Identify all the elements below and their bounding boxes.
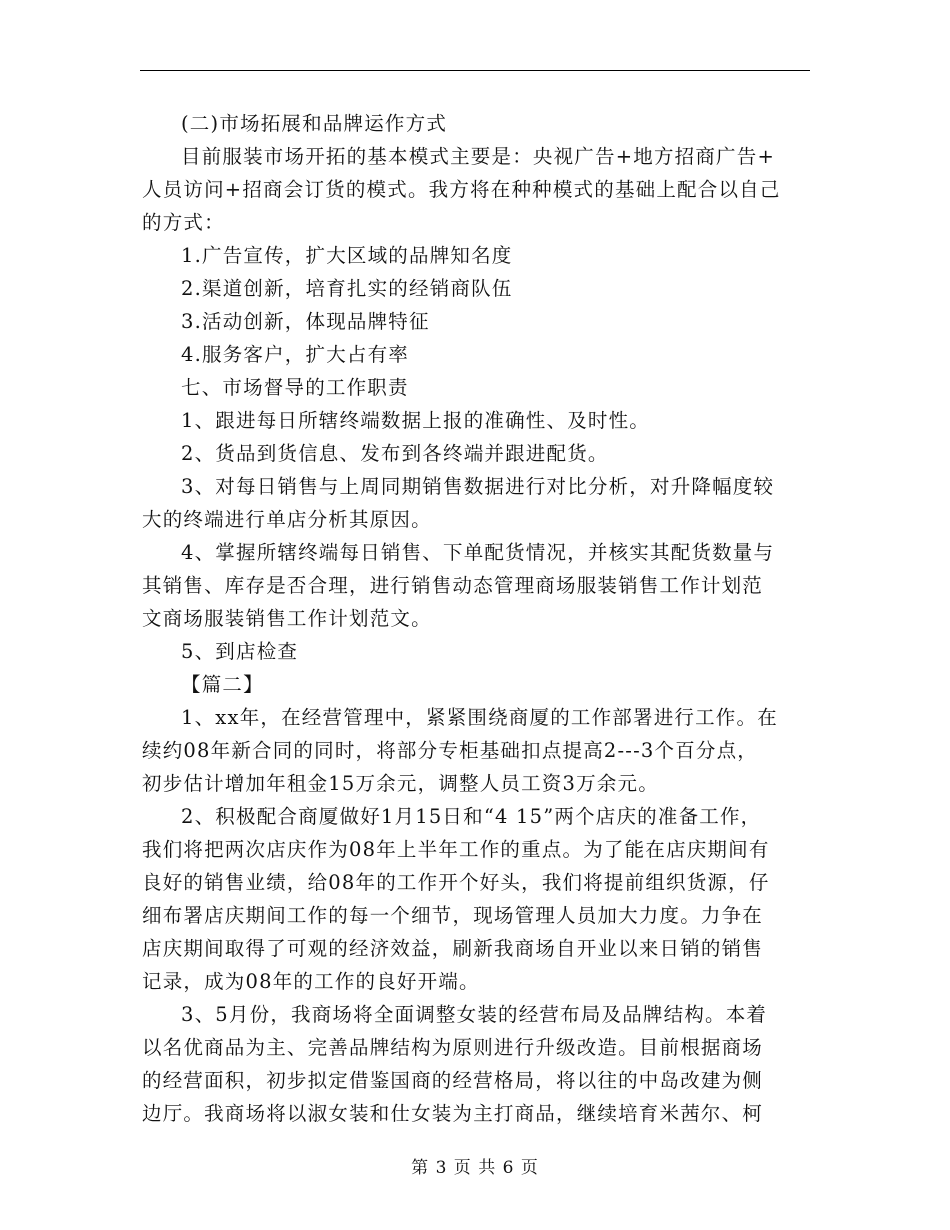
text-line: 的经营面积，初步拟定借鉴国商的经营格局，将以往的中岛改建为侧 — [142, 1069, 764, 1092]
text-line: 5、到店检查 — [181, 640, 299, 663]
text-line: 目前服装市场开拓的基本模式主要是：央视广告+地方招商广告+ — [181, 145, 775, 168]
paragraph — [142, 338, 812, 371]
text-line: 良好的销售业绩，给08年的工作开个好头，我们将提前组织货源，仔 — [142, 871, 770, 894]
text-line: 大的终端进行单店分析其原因。 — [142, 508, 432, 531]
text-line: 1、xx年，在经营管理中，紧紧围绕商厦的工作部署进行工作。在 — [181, 706, 778, 729]
page-footer: 第 3 页 共 6 页 — [411, 1158, 539, 1178]
text-line: 我们将把两次店庆作为08年上半年工作的重点。为了能在店庆期间有 — [142, 838, 770, 861]
text-line: 2.渠道创新，培育扎实的经销商队伍 — [181, 277, 513, 300]
paragraph — [142, 371, 812, 404]
text-line: 4、掌握所辖终端每日销售、下单配货情况，并核实其配货数量与 — [181, 541, 775, 564]
text-line: 1.广告宣传，扩大区域的品牌知名度 — [181, 244, 513, 267]
text-line: 1、跟进每日所辖终端数据上报的准确性、及时性。 — [181, 409, 651, 432]
text-line: 3、5月份，我商场将全面调整女装的经营布局及品牌结构。本着 — [181, 1003, 768, 1026]
text-line: 2、积极配合商厦做好1月15日和“4 15”两个店庆的准备工作， — [181, 805, 762, 828]
text-line: 3.活动创新，体现品牌特征 — [181, 310, 430, 333]
paragraph — [142, 404, 812, 437]
text-line: 细布署店庆期间工作的每一个细节，现场管理人员加大力度。力争在 — [142, 904, 764, 927]
document-body — [142, 107, 812, 1130]
text-line: 记录，成为08年的工作的良好开端。 — [142, 970, 480, 993]
text-line: (二)市场拓展和品牌运作方式 — [181, 112, 448, 135]
paragraph — [142, 305, 812, 338]
paragraph — [142, 800, 812, 998]
paragraph — [142, 470, 812, 536]
paragraph — [142, 635, 812, 668]
text-line: 店庆期间取得了可观的经济效益，刷新我商场自开业以来日销的销售 — [142, 937, 764, 960]
text-line: 以名优商品为主、完善品牌结构为原则进行升级改造。目前根据商场 — [142, 1036, 764, 1059]
paragraph — [142, 140, 812, 239]
paragraph — [142, 536, 812, 635]
text-line: 【篇二】 — [181, 673, 264, 696]
paragraph — [142, 239, 812, 272]
text-line: 其销售、库存是否合理，进行销售动态管理商场服装销售工作计划范 — [142, 574, 764, 597]
paragraph — [142, 107, 812, 140]
paragraph — [142, 437, 812, 470]
text-line: 人员访问+招商会订货的模式。我方将在种种模式的基础上配合以自己 — [142, 178, 781, 201]
text-line: 4.服务客户，扩大占有率 — [181, 343, 410, 366]
paragraph — [142, 701, 812, 800]
text-line: 七、市场督导的工作职责 — [181, 376, 409, 399]
header-rule — [140, 70, 810, 71]
paragraph — [142, 668, 812, 701]
text-line: 边厅。我商场将以淑女装和仕女装为主打商品，继续培育米茜尔、柯 — [142, 1102, 764, 1125]
paragraph — [142, 272, 812, 305]
text-line: 2、货品到货信息、发布到各终端并跟进配货。 — [181, 442, 609, 465]
text-line: 3、对每日销售与上周同期销售数据进行对比分析，对升降幅度较 — [181, 475, 775, 498]
text-line: 初步估计增加年租金15万余元，调整人员工资3万余元。 — [142, 772, 659, 795]
paragraph — [142, 998, 812, 1130]
text-line: 文商场服装销售工作计划范文。 — [142, 607, 432, 630]
text-line: 续约08年新合同的同时，将部分专柜基础扣点提高2---3个百分点， — [142, 739, 758, 762]
text-line: 的方式： — [142, 211, 225, 234]
